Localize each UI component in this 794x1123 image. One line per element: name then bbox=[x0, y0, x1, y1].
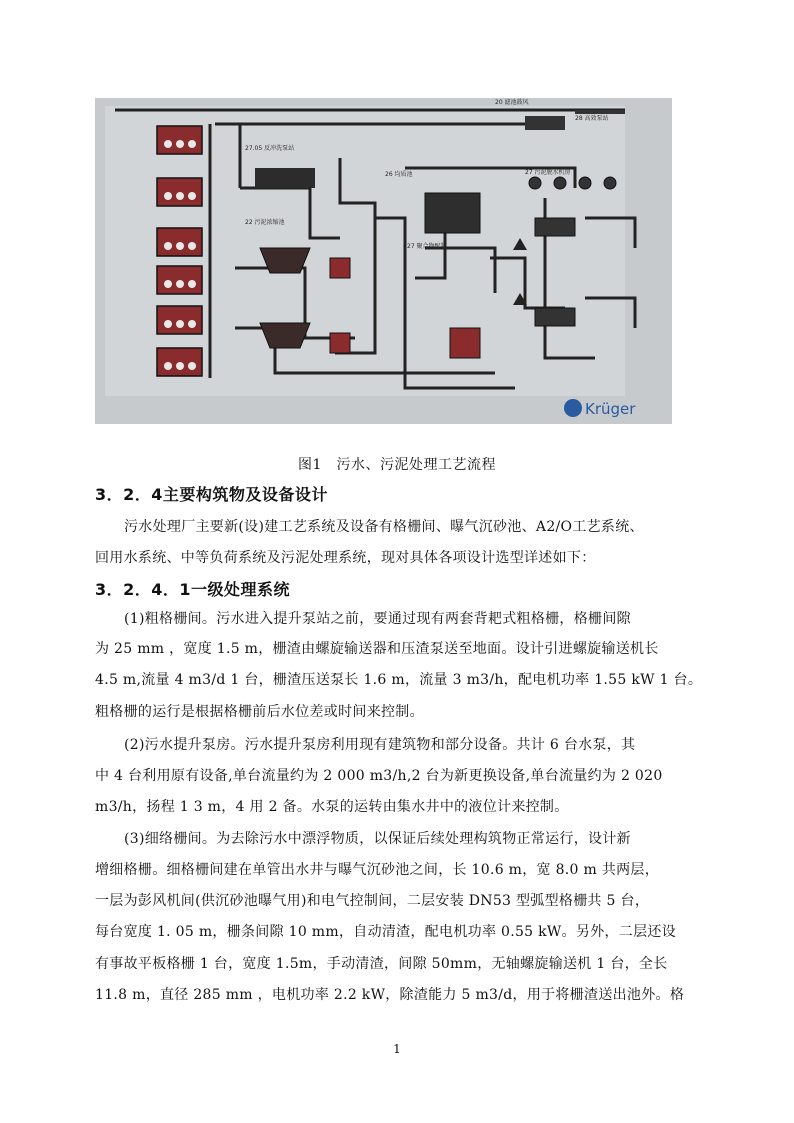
label-pump-room: 27 污泥脱水机房 bbox=[525, 169, 571, 176]
section-heading: 3．2．4主要构筑物及设备设计 bbox=[95, 485, 328, 504]
label-top: 20 滤池鼓风 bbox=[495, 99, 529, 106]
paragraph-line: 11.8 m，直径 285 mm ，电机功率 2.2 kW，除渣能力 5 m3/d，用于将栅渣送出池外。格 bbox=[95, 987, 685, 1003]
paragraph-line: (3)细络栅间。为去除污水中漂浮物质，以保证后续处理构筑物正常运行，设计新 bbox=[124, 831, 631, 847]
page-number: 1 bbox=[393, 1042, 401, 1056]
label-backwash: 27.05 反冲洗泵站 bbox=[245, 145, 295, 152]
paragraph-line: 增细格栅。细格栅间建在单管出水井与曝气沉砂池之间，长 10.6 m，宽 8.0 m 共两层， bbox=[95, 862, 660, 878]
subsection-heading: 3．2．4．1一级处理系统 bbox=[95, 580, 291, 599]
kruger-logo bbox=[564, 399, 636, 418]
label-dosing: 27 聚合物配制 bbox=[407, 243, 447, 250]
process-flow-diagram bbox=[95, 98, 672, 424]
paragraph-line: (2)污水提升泵房。污水提升泵房利用现有建筑物和部分设备。共计 6 台水泵，其 bbox=[124, 737, 636, 753]
paragraph-line: 一层为彭风机间(供沉砂池曝气用)和电气控制间，二层安装 DN53 型弧型格栅共 5 台， bbox=[95, 893, 650, 909]
paragraph-line: 4.5 m,流量 4 m3/d 1 台，栅渣压送泵长 1.6 m，流量 3 m3/h，配电机功率 1.55 kW 1 台。 bbox=[95, 672, 703, 688]
flow-diagram-graphic bbox=[95, 98, 672, 424]
paragraph-line: 每台宽度 1. 05 m，栅条间隙 10 mm，自动清渣，配电机功率 0.55 kW。另外，二层还设 bbox=[95, 924, 677, 940]
figure-caption: 图1 污水、污泥处理工艺流程 bbox=[298, 457, 496, 473]
paragraph-line: 为 25 mm ，宽度 1.5 m，栅渣由螺旋输送器和压渣泵送至地面。设计引进螺旋输送机长 bbox=[95, 641, 659, 657]
paragraph-line: 污水处理厂主要新(设)建工艺系统及设备有格栅间、曝气沉砂池、A2/O工艺系统、 bbox=[124, 519, 644, 535]
paragraph-line: 粗格栅的运行是根据格栅前后水位差或时间来控制。 bbox=[95, 704, 424, 720]
paragraph-line: (1)粗格栅间。污水进入提升泵站之前，要通过现有两套背耙式粗格栅，格栅间隙 bbox=[124, 611, 631, 627]
paragraph-line: 有事故平板格栅 1 台，宽度 1.5m，手动清渣，间隙 50mm，无轴螺旋输送机 1 台，全长 bbox=[95, 956, 668, 972]
svg-text:Krüger: Krüger bbox=[585, 400, 636, 418]
label-thickener: 22 污泥浓缩池 bbox=[245, 219, 285, 226]
label-out: 28 高效泵站 bbox=[575, 115, 609, 122]
label-clarifier: 26 均质池 bbox=[385, 171, 413, 178]
paragraph-line: 回用水系统、中等负荷系统及污泥处理系统，现对具体各项设计选型详述如下： bbox=[95, 550, 596, 566]
paragraph-line: m3/h，扬程 1 3 m，4 用 2 备。水泵的运转由集水井中的液位计来控制。 bbox=[95, 799, 569, 815]
paragraph-line: 中 4 台利用原有设备,单台流量约为 2 000 m3/h,2 台为新更换设备,单台流量约为 2 020 bbox=[95, 768, 663, 784]
